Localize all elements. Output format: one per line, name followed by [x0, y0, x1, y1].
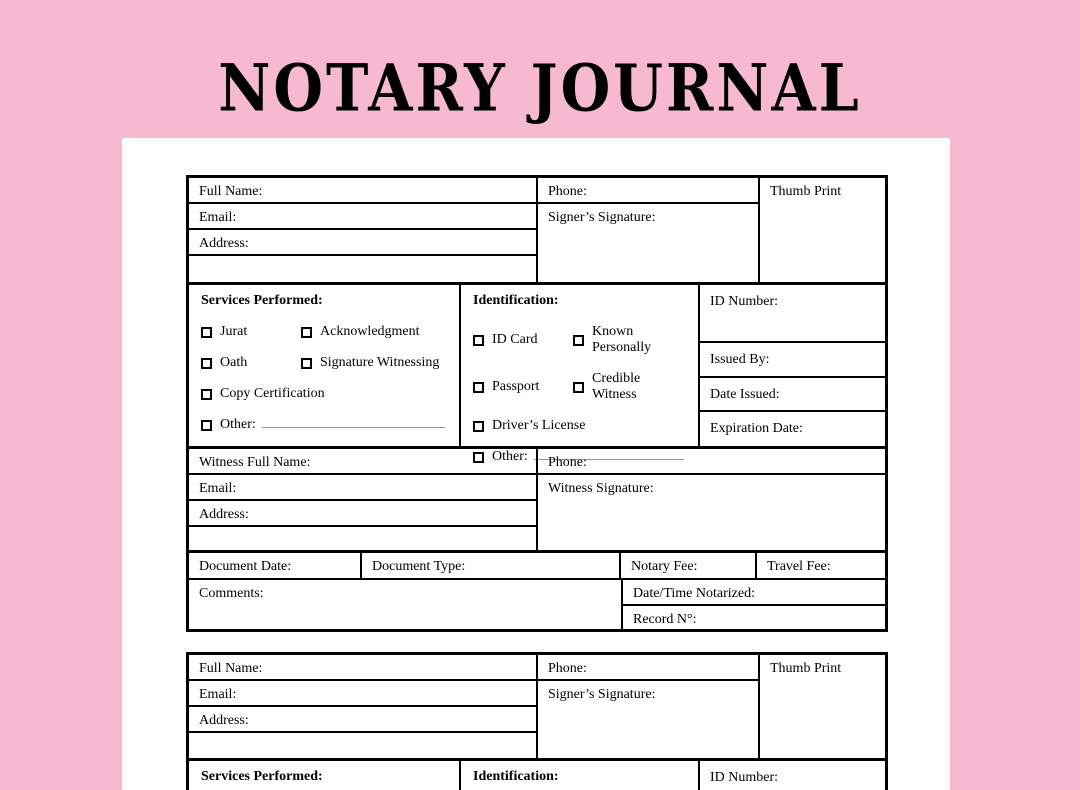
jurat-option — [201, 324, 301, 340]
copy-certification-checkbox-icon[interactable] — [201, 389, 212, 400]
thumb-print-label: Thumb Print — [770, 661, 842, 676]
drivers-license-checkbox-icon[interactable] — [473, 421, 484, 432]
journal-sheet — [122, 138, 950, 790]
comments-section — [189, 578, 885, 629]
credible-witness-label: Credible Witness — [592, 371, 641, 402]
copy-certification-option — [201, 386, 325, 402]
address-cell — [189, 230, 536, 256]
witness-address-overflow-cell — [189, 527, 536, 550]
known-personally-label: Known Personally — [592, 324, 652, 355]
drivers-license-label: Driver’s License — [492, 418, 586, 433]
acknowledgment-option — [301, 324, 420, 340]
signature-witnessing-option — [301, 355, 439, 371]
document-section — [189, 550, 885, 578]
full-name-label: Full Name: — [199, 184, 263, 199]
passport-checkbox-icon[interactable] — [473, 382, 484, 393]
witness-signature-label: Witness Signature: — [548, 481, 654, 496]
witness-full-name-cell — [189, 449, 536, 475]
id-details-column — [700, 761, 885, 790]
services-row-3 — [201, 386, 447, 402]
witness-full-name-label: Witness Full Name: — [199, 455, 311, 470]
phone-label: Phone: — [548, 661, 587, 676]
email-label: Email: — [199, 687, 237, 702]
identification-other-label: Other: — [492, 449, 528, 464]
witness-address-cell — [189, 501, 536, 527]
travel-fee-label: Travel Fee: — [767, 559, 831, 574]
identification-row-1 — [473, 324, 686, 356]
document-type-label: Document Type: — [372, 559, 466, 574]
expiration-date-cell — [700, 412, 885, 446]
services-other-fill-line — [262, 427, 445, 428]
signer-left-column — [189, 655, 538, 758]
notarization-meta-column — [623, 580, 885, 629]
credible-witness-checkbox-icon[interactable] — [573, 382, 584, 393]
travel-fee-cell — [757, 553, 885, 578]
services-performed-cell — [189, 285, 461, 446]
identification-heading: Identification: — [473, 293, 559, 308]
services-row-1 — [201, 324, 447, 340]
passport-label: Passport — [492, 379, 540, 394]
page-title: NOTARY JOURNAL — [218, 50, 862, 127]
identification-row-3 — [473, 418, 686, 434]
document-type-cell — [362, 553, 621, 578]
date-time-notarized-label: Date/Time Notarized: — [633, 586, 755, 601]
known-personally-option — [573, 324, 686, 356]
issued-by-cell — [700, 343, 885, 378]
comments-cell — [189, 580, 623, 629]
known-personally-checkbox-icon[interactable] — [573, 335, 584, 346]
witness-section — [189, 446, 885, 550]
oath-checkbox-icon[interactable] — [201, 358, 212, 369]
signer-signature-label: Signer’s Signature: — [548, 687, 656, 702]
address-overflow-cell — [189, 256, 536, 282]
services-performed-cell — [189, 761, 461, 790]
signer-middle-column — [538, 178, 760, 282]
witness-phone-cell — [538, 449, 885, 475]
witness-left-column — [189, 449, 538, 550]
copy-certification-label: Copy Certification — [220, 386, 325, 401]
witness-right-column — [538, 449, 885, 550]
services-other-label: Other: — [220, 417, 256, 432]
full-name-cell — [189, 655, 536, 681]
address-overflow-cell — [189, 733, 536, 758]
expiration-date-label: Expiration Date: — [710, 421, 803, 436]
signer-signature-label: Signer’s Signature: — [548, 210, 656, 225]
witness-address-label: Address: — [199, 507, 249, 522]
id-number-label: ID Number: — [710, 294, 779, 309]
full-name-cell — [189, 178, 536, 204]
date-issued-label: Date Issued: — [710, 387, 780, 402]
document-date-label: Document Date: — [199, 559, 292, 574]
jurat-checkbox-icon[interactable] — [201, 327, 212, 338]
services-identification-section — [189, 758, 885, 790]
identification-row-2 — [473, 371, 686, 403]
email-label: Email: — [199, 210, 237, 225]
passport-option — [473, 379, 573, 395]
acknowledgment-label: Acknowledgment — [320, 324, 420, 339]
entry-record-2 — [186, 652, 888, 790]
signer-signature-cell — [538, 204, 758, 282]
record-number-label: Record N°: — [633, 612, 697, 627]
record-number-cell — [623, 606, 885, 629]
email-cell — [189, 204, 536, 230]
address-label: Address: — [199, 713, 249, 728]
oath-option — [201, 355, 301, 371]
services-other-option — [201, 417, 256, 433]
date-time-notarized-cell — [623, 580, 885, 606]
signature-witnessing-checkbox-icon[interactable] — [301, 358, 312, 369]
signature-witnessing-label: Signature Witnessing — [320, 355, 440, 370]
phone-cell — [538, 178, 758, 204]
date-issued-cell — [700, 378, 885, 412]
id-number-label: ID Number: — [710, 770, 779, 785]
signer-section — [189, 178, 885, 282]
jurat-label: Jurat — [220, 324, 248, 339]
services-row-4 — [201, 417, 447, 433]
full-name-label: Full Name: — [199, 661, 263, 676]
thumb-print-cell — [760, 655, 885, 758]
email-cell — [189, 681, 536, 707]
thumb-print-label: Thumb Print — [770, 184, 842, 199]
services-performed-heading: Services Performed: — [201, 293, 323, 308]
services-performed-heading: Services Performed: — [201, 769, 323, 784]
notary-fee-label: Notary Fee: — [631, 559, 698, 574]
credible-witness-option — [573, 371, 686, 403]
phone-cell — [538, 655, 758, 681]
id-card-option — [473, 332, 573, 348]
signer-section — [189, 655, 885, 758]
document-date-cell — [189, 553, 362, 578]
address-cell — [189, 707, 536, 733]
id-card-label: ID Card — [492, 332, 538, 347]
oath-label: Oath — [220, 355, 248, 370]
services-other-checkbox-icon[interactable] — [201, 420, 212, 431]
identification-cell — [461, 761, 700, 790]
witness-phone-label: Phone: — [548, 455, 587, 470]
witness-email-cell — [189, 475, 536, 501]
entry-record-1 — [186, 175, 888, 632]
witness-signature-cell — [538, 475, 885, 550]
id-number-cell — [700, 285, 885, 343]
comments-label: Comments: — [199, 586, 264, 601]
phone-label: Phone: — [548, 184, 587, 199]
signer-left-column — [189, 178, 538, 282]
id-number-cell — [700, 761, 885, 790]
id-details-column — [700, 285, 885, 446]
signer-middle-column — [538, 655, 760, 758]
thumb-print-cell — [760, 178, 885, 282]
address-label: Address: — [199, 236, 249, 251]
witness-email-label: Email: — [199, 481, 237, 496]
services-row-2 — [201, 355, 447, 371]
issued-by-label: Issued By: — [710, 352, 770, 367]
acknowledgment-checkbox-icon[interactable] — [301, 327, 312, 338]
identification-heading: Identification: — [473, 769, 559, 784]
notary-fee-cell — [621, 553, 757, 578]
id-card-checkbox-icon[interactable] — [473, 335, 484, 346]
signer-signature-cell — [538, 681, 758, 758]
drivers-license-option — [473, 418, 585, 434]
